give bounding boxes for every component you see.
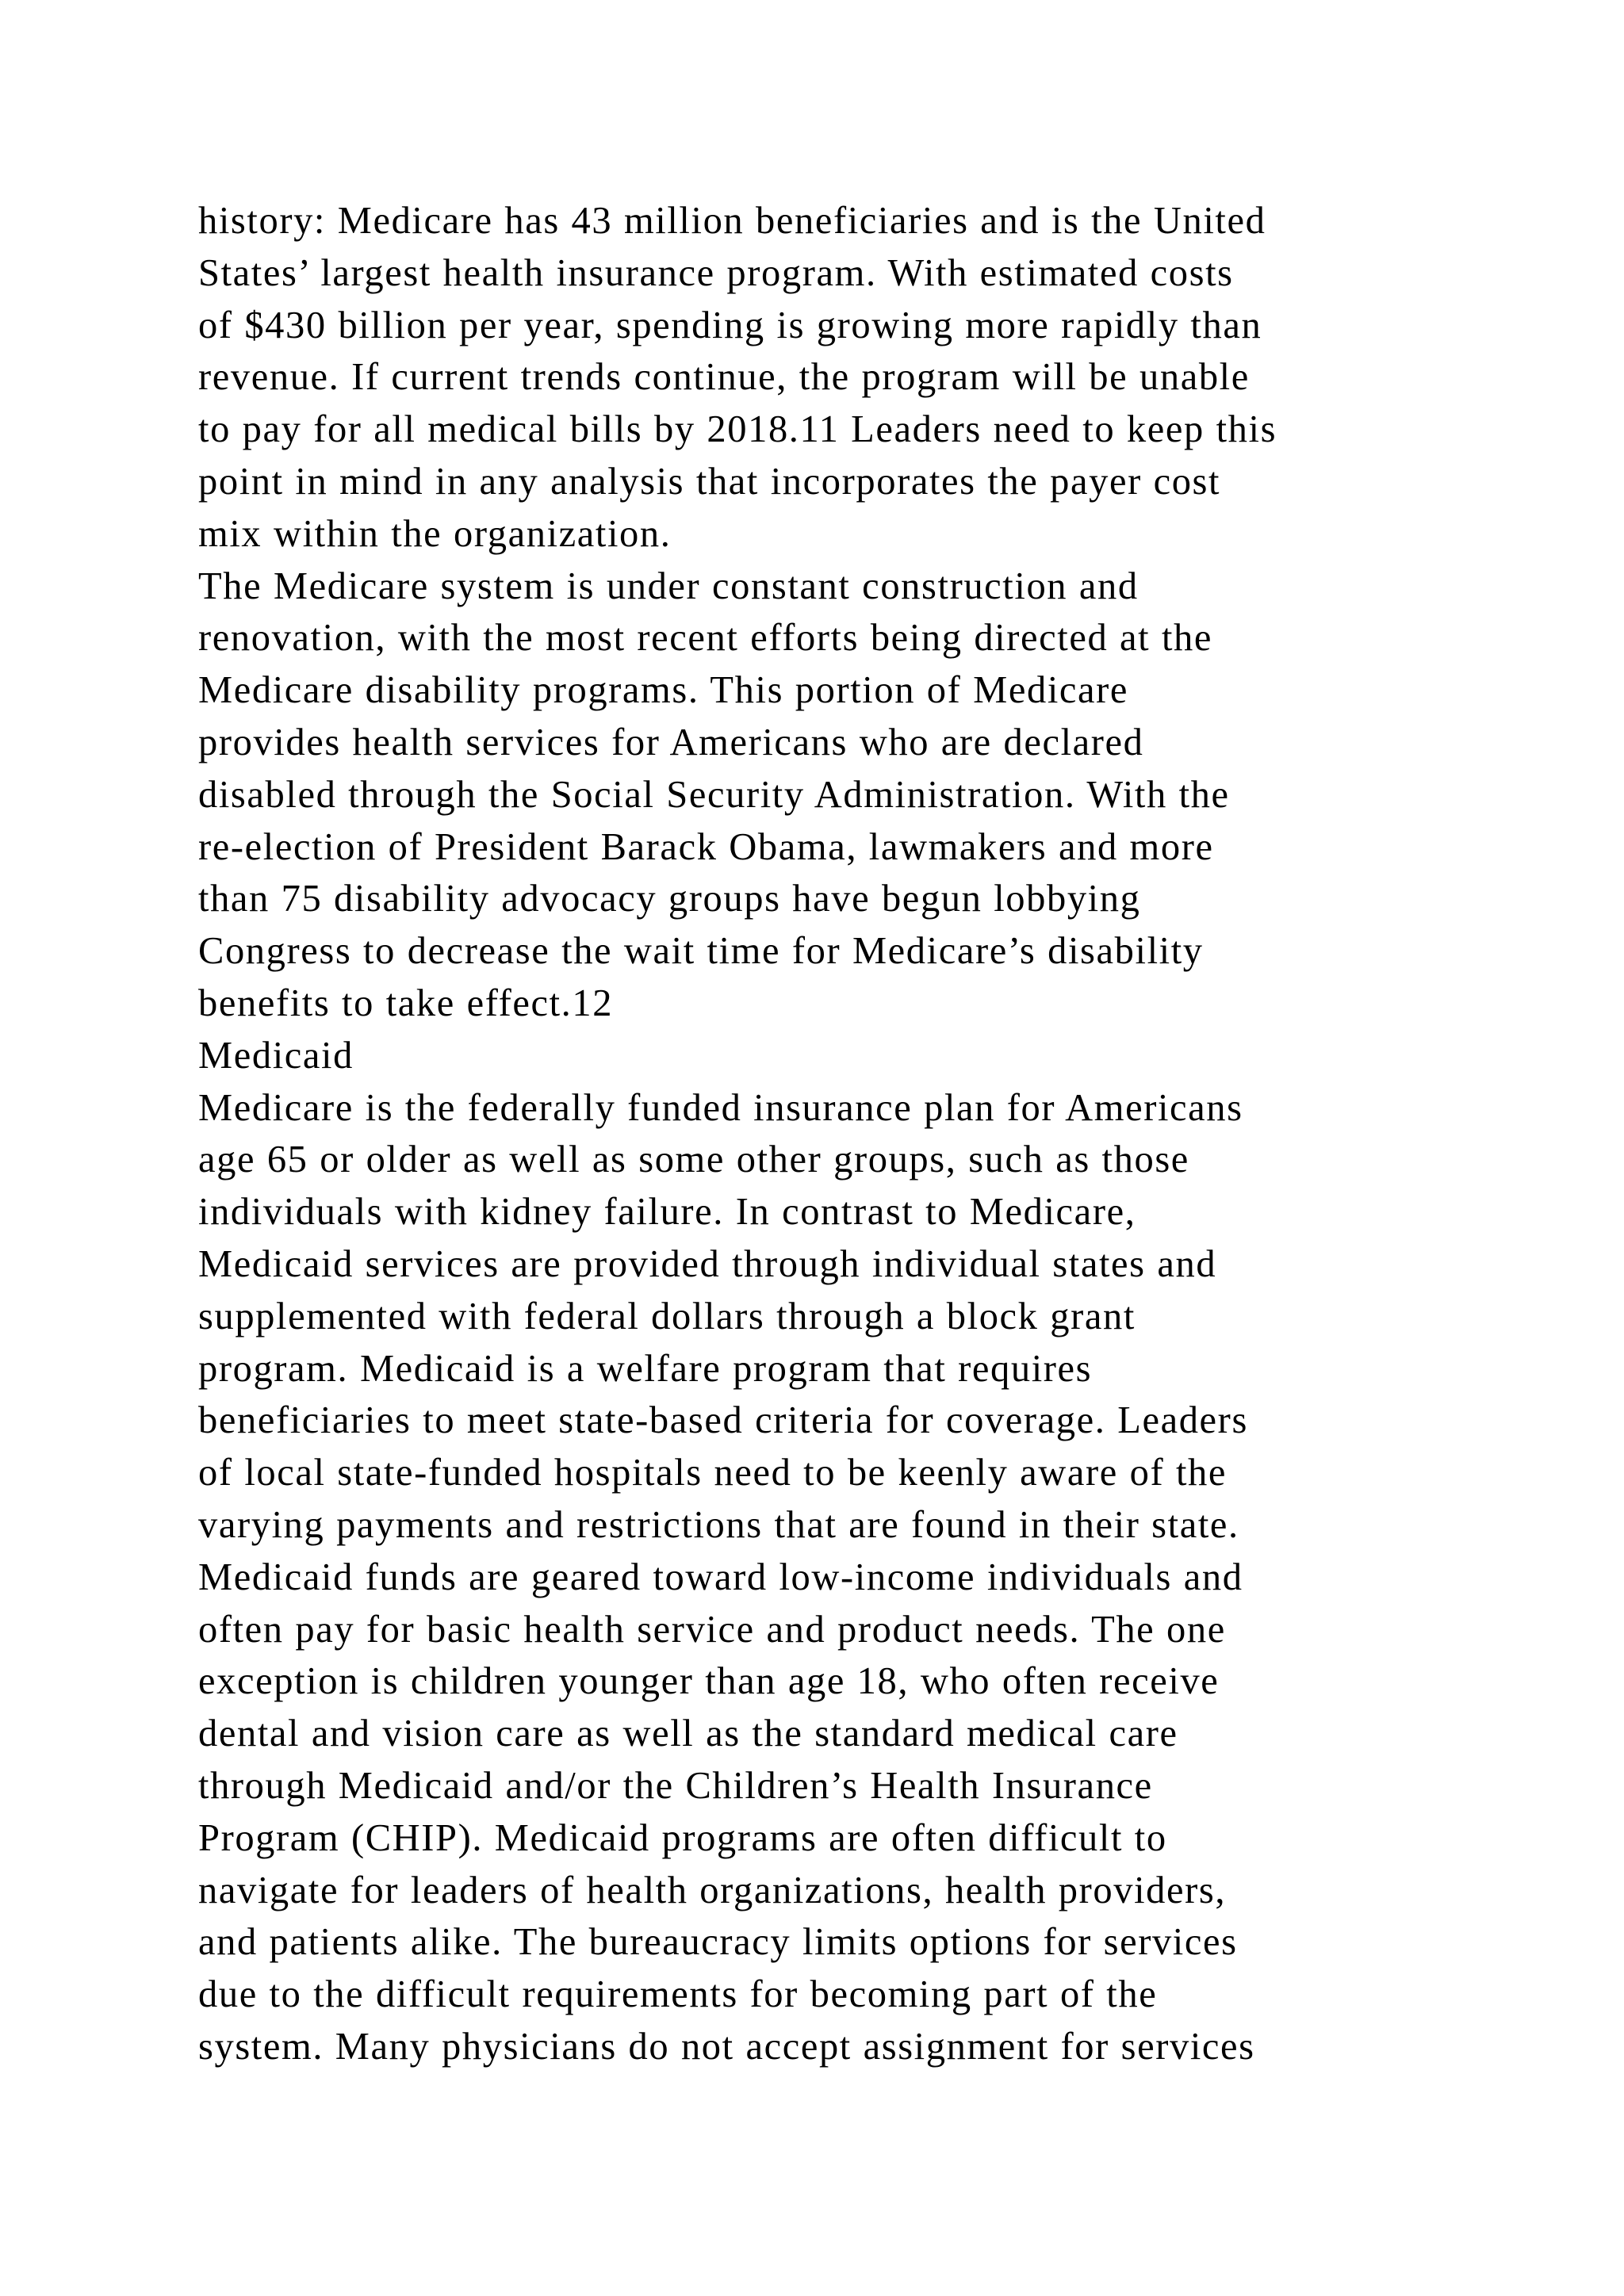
text-line: beneficiaries to meet state-based criteria for coverage. Leaders [198,1399,1248,1442]
text-line: The Medicare system is under constant construction and [198,564,1139,607]
text-line: dental and vision care as well as the standard medical care [198,1712,1178,1755]
section-heading: Medicaid [198,1034,354,1077]
text-line: due to the difficult requirements for becoming part of the [198,1973,1158,2016]
text-line: to pay for all medical bills by 2018.11 Leaders need to keep this [198,408,1277,451]
text-line: benefits to take effect.12 [198,982,614,1024]
text-line: of $430 billion per year, spending is growing more rapidly than [198,304,1262,346]
text-line: Medicare disability programs. This portion of Medicare [198,669,1129,712]
text-line: than 75 disability advocacy groups have begun lobbying [198,878,1141,920]
text-line: and patients alike. The bureaucracy limits options for services [198,1921,1238,1964]
text-line: often pay for basic health service and product needs. The one [198,1608,1226,1651]
text-line: through Medicaid and/or the Children’s Health Insurance [198,1764,1153,1807]
body-text [198,195,1507,2073]
text-line: program. Medicaid is a welfare program that requires [198,1347,1093,1390]
text-line: point in mind in any analysis that incorporates the payer cost [198,460,1221,503]
text-line: States’ largest health insurance program. With estimated costs [198,251,1234,294]
text-line: re-election of President Barack Obama, lawmakers and more [198,825,1214,868]
text-line: exception is children younger than age 18, who often receive [198,1660,1220,1703]
text-line: system. Many physicians do not accept assignment for services [198,2025,1255,2068]
text-line: revenue. If current trends continue, the program will be unable [198,356,1250,399]
text-line: provides health services for Americans who are declared [198,721,1144,763]
text-line: supplemented with federal dollars through a block grant [198,1295,1136,1337]
text-line: Medicare is the federally funded insurance plan for Americans [198,1086,1243,1129]
text-line: Medicaid funds are geared toward low-income individuals and [198,1556,1243,1598]
text-line: of local state-funded hospitals need to be keenly aware of the [198,1452,1227,1494]
text-line: varying payments and restrictions that are found in their state. [198,1503,1239,1546]
text-line: disabled through the Social Security Administration. With the [198,773,1230,816]
text-line: history: Medicare has 43 million beneficiaries and is the United [198,200,1266,242]
text-line: age 65 or older as well as some other groups, such as those [198,1138,1189,1181]
text-line: Medicaid services are provided through individual states and [198,1242,1217,1285]
text-line: Program (CHIP). Medicaid programs are often difficult to [198,1816,1167,1859]
text-line: navigate for leaders of health organizations, health providers, [198,1869,1227,1911]
text-line: Congress to decrease the wait time for Medicare’s disability [198,930,1204,973]
text-line: individuals with kidney failure. In contrast to Medicare, [198,1191,1136,1234]
text-line: mix within the organization. [198,512,672,555]
text-line: renovation, with the most recent efforts being directed at the [198,617,1212,660]
